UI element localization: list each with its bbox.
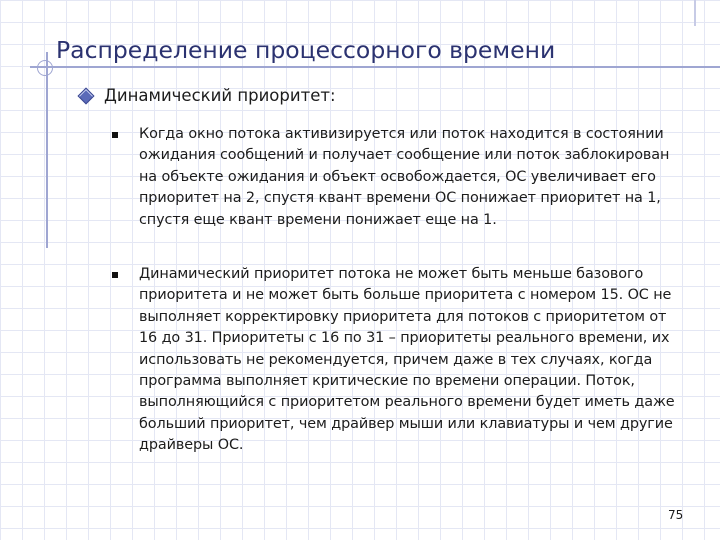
title-underline (30, 66, 720, 68)
bullet-heading: Динамический приоритет: (104, 86, 336, 105)
square-bullet-icon (112, 272, 118, 278)
left-accent-line (46, 52, 48, 248)
corner-circle-ornament (37, 60, 53, 76)
top-accent-line (694, 0, 696, 26)
list-item (112, 264, 678, 457)
bullet-text: Когда окно потока активизируется или поток находится в состоянии ожидания сообщений и получает сообщение или поток заблокирован на объекте ожидания и объект освобождается, ОС увеличивает его приоритет на 2, спустя квант времени ОС понижает приоритет на 1, спустя еще квант времени понижает еще на 1. (139, 126, 670, 228)
slide-title: Распределение процессорного времени (56, 36, 556, 64)
page-number: 75 (668, 508, 684, 522)
diamond-bullet-icon (78, 87, 95, 104)
level1-bullet-row (78, 86, 336, 105)
list-item (112, 124, 678, 231)
bullet-text: Динамический приоритет потока не может быть меньше базового приоритета и не может быть больше приоритета с номером 15. ОС не выполняет корректировку приоритета для потоков с приоритетом от 16 до 31. Приоритеты с 16 по 31 – приоритеты реального времени, их использовать не рекомендуется, причем даже в тех случаях, когда программа выполняет критические по времени операции. Поток, выполняющийся с приоритетом реального времени будет иметь даже больший приоритет, чем драйвер мыши или клавиатуры и чем другие драйверы ОС. (139, 266, 675, 454)
square-bullet-icon (112, 132, 118, 138)
